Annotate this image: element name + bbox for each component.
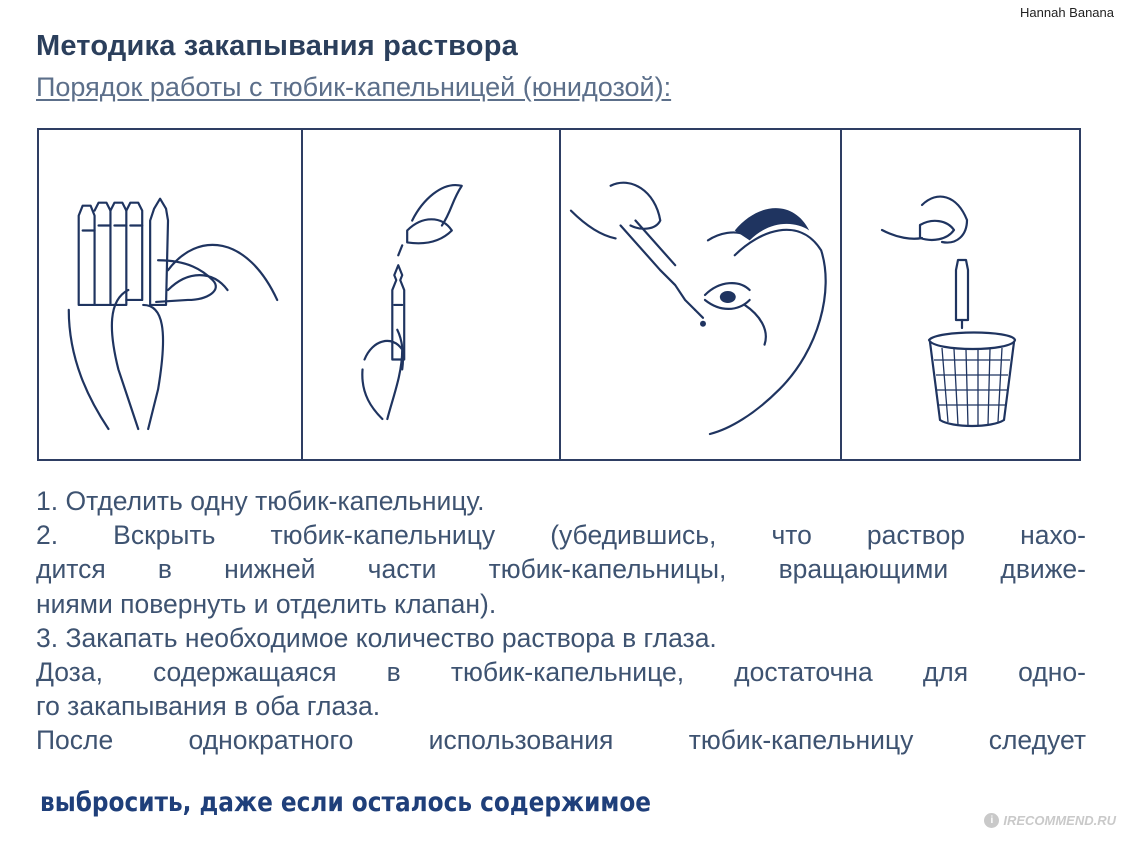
step-2-line-1: 2. Вскрыть тюбик-капельницу (убедившись, что раствор нахо-: [36, 520, 1086, 551]
watermark-text: IRECOMMEND.RU: [1003, 813, 1116, 828]
step-1-text: 1. Отделить одну тюбик-капельницу.: [36, 486, 485, 516]
author-name: Hannah Banana: [1020, 5, 1114, 20]
caption-overlay-text: выбросить, даже если осталось содержимое: [40, 787, 652, 818]
watermark: [984, 813, 1116, 828]
step-2-line-3: ниями повернуть и отделить клапан).: [36, 588, 497, 619]
open-dropper-icon: [303, 130, 559, 459]
panel-step-2: [303, 130, 561, 459]
panel-step-1: [39, 130, 303, 459]
watermark-badge-icon: i: [984, 813, 999, 828]
step-3-text: 3. Закапать необходимое количество раствора в глаза.: [36, 622, 717, 653]
instructions-text: [36, 484, 1086, 758]
separate-dropper-icon: [39, 130, 301, 459]
illustration-panels: [37, 128, 1081, 461]
page-subtitle: Порядок работы с тюбик-капельницей (юнидозой):: [36, 72, 672, 102]
dose-line-2: го закапывания в оба глаза.: [36, 691, 381, 722]
panel-step-4: [842, 130, 1079, 459]
after-use-line-1: После однократного использования тюбик-капельницу следует: [36, 725, 1086, 756]
step-2-line-2: дится в нижней части тюбик-капельницы, вращающими движе-: [36, 554, 1086, 585]
dose-line-1: Доза, содержащаяся в тюбик-капельнице, достаточна для одно-: [36, 657, 1086, 688]
panel-step-3: [561, 130, 842, 459]
instill-eye-icon: [561, 130, 840, 459]
dispose-dropper-icon: [842, 130, 1079, 459]
page-title: Методика закапывания раствора: [36, 30, 518, 62]
